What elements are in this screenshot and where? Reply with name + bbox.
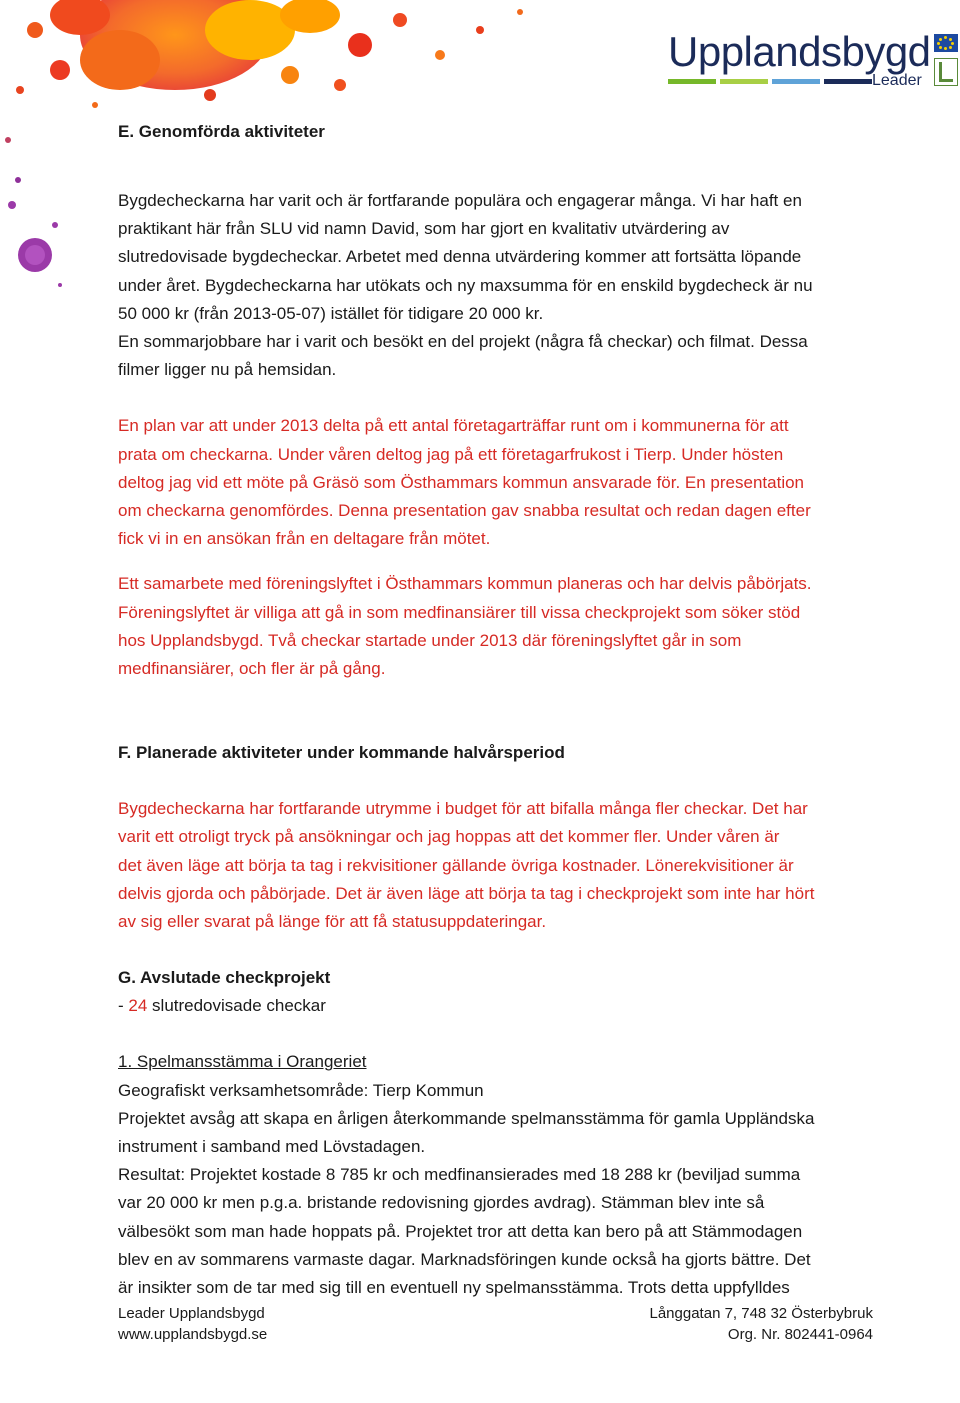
text-line: av sig eller svarat på länge för att få statusuppdateringar. [118, 912, 547, 932]
footer-website-link[interactable]: www.upplandsbygd.se [118, 1326, 268, 1343]
text-line: En plan var att under 2013 delta på ett antal företagarträffar runt om i kommunerna för att [118, 416, 789, 436]
text-line: slutredovisade bygdecheckar. Arbetet med denna utvärdering kommer att fortsätta löpande [118, 247, 802, 267]
text-line: under året. Bygdecheckarna har utökats och ny maxsumma för en enskild bygdecheck är nu [118, 275, 813, 295]
text-line: fick vi in en ansökan från en deltagare från mötet. [118, 529, 491, 549]
text-line: välbesökt som man hade hoppats på. Projektet tror att detta kan bero på att Stämmodagen [118, 1221, 803, 1241]
text-line: Föreningslyftet är villiga att gå in som medfinansiärer till vissa checkprojekt som söker stöd [118, 602, 801, 622]
document-body [118, 118, 878, 1302]
text-line: varit ett otroligt tryck på ansökningar och jag hoppas att det kommer fler. Under våren är [118, 827, 780, 847]
completed-count: 24 [128, 996, 148, 1016]
text-line: Projektet avsåg att skapa en årligen återkommande spelmansstämma för gamla Uppländska [118, 1108, 815, 1128]
text-line: Ett samarbete med föreningslyftet i Östhammars kommun planeras och har delvis påbörjats. [118, 574, 812, 594]
list-dash: - [118, 996, 129, 1016]
footer-org-number: Org. Nr. 802441-0964 [727, 1326, 873, 1343]
project-1-title-text: 1. Spelmansstämma i Orangeriet [118, 1052, 367, 1072]
text-line: var 20 000 kr men p.g.a. bristande redovisning gjordes avdrag). Stämman blev inte så [118, 1193, 765, 1213]
text-line: Bygdecheckarna har fortfarande utrymme i budget för att bifalla många fler checkar. Det har [118, 799, 808, 819]
section-e-paragraph-1 [118, 187, 878, 384]
footer-org-name: Leader Upplandsbygd [118, 1305, 265, 1322]
text-line: det även läge att börja ta tag i rekvisitioner gällande övriga kostnader. Lönerekvisitioner är [118, 855, 794, 875]
project-1-description [118, 1077, 878, 1303]
section-f-heading: F. Planerade aktiviteter under kommande halvårsperiod [118, 743, 565, 763]
section-e-paragraph-2 [118, 412, 878, 553]
logo-subtitle: Leader [872, 72, 922, 89]
section-g-heading: G. Avslutade checkprojekt [118, 968, 331, 988]
footer-left [118, 1303, 267, 1345]
text-line: 50 000 kr (från 2013-05-07) istället för tidigare 20 000 kr. [118, 303, 544, 323]
text-line: Bygdecheckarna har varit och är fortfarande populära och engagerar många. Vi har haft en [118, 191, 802, 210]
logo-wordmark: Upplandsbygd [668, 28, 931, 75]
section-f-paragraph [118, 795, 878, 936]
text-line: Geografiskt verksamhetsområde: Tierp Kommun [118, 1080, 484, 1100]
text-line: prata om checkarna. Under våren deltog jag på ett företagarfrukost i Tierp. Under hösten [118, 444, 784, 464]
project-1-title [118, 1048, 878, 1076]
completed-count-label: slutredovisade checkar [147, 996, 326, 1016]
text-line: En sommarjobbare har i varit och besökt en del projekt (några få checkar) och filmat. Dessa [118, 332, 808, 352]
text-line: hos Upplandsbygd. Två checkar startade under 2013 där föreningslyftet går in som [118, 630, 742, 650]
section-e-paragraph-3 [118, 570, 878, 683]
text-line: deltog jag vid ett möte på Gräsö som Östhammars kommun ansvarade för. En presentation [118, 472, 805, 492]
text-line: blev en av sommarens varmaste dagar. Marknadsföringen kunde också ha gjorts bättre. Det [118, 1249, 811, 1269]
text-line: medfinansiärer, och fler är på gång. [118, 659, 386, 679]
text-line: praktikant här från SLU vid namn David, som har gjort en kvalitativ utvärdering av [118, 219, 730, 239]
text-line: om checkarna genomfördes. Denna presentation gav snabba resultat och redan dagen efter [118, 501, 811, 521]
text-line: delvis gjorda och påbörjade. Det är även läge att börja ta tag i checkprojekt som inte har hört [118, 883, 815, 903]
leader-emblem-icon [934, 58, 958, 86]
text-line: Resultat: Projektet kostade 8 785 kr och medfinansierades med 18 288 kr (beviljad summa [118, 1165, 801, 1185]
completed-count-line [118, 992, 878, 1020]
text-line: filmer ligger nu på hemsidan. [118, 360, 337, 380]
text-line: är insikter som de tar med sig till en eventuell ny spelmansstämma. Trots detta uppfylldes [118, 1278, 790, 1298]
footer-right [650, 1303, 874, 1345]
upplandsbygd-logo [668, 30, 960, 95]
section-e-heading: E. Genomförda aktiviteter [118, 122, 325, 141]
footer-address: Långgatan 7, 748 32 Österbybruk [649, 1305, 873, 1322]
text-line: instrument i samband med Lövstadagen. [118, 1137, 426, 1157]
eu-flag-icon [934, 34, 958, 52]
